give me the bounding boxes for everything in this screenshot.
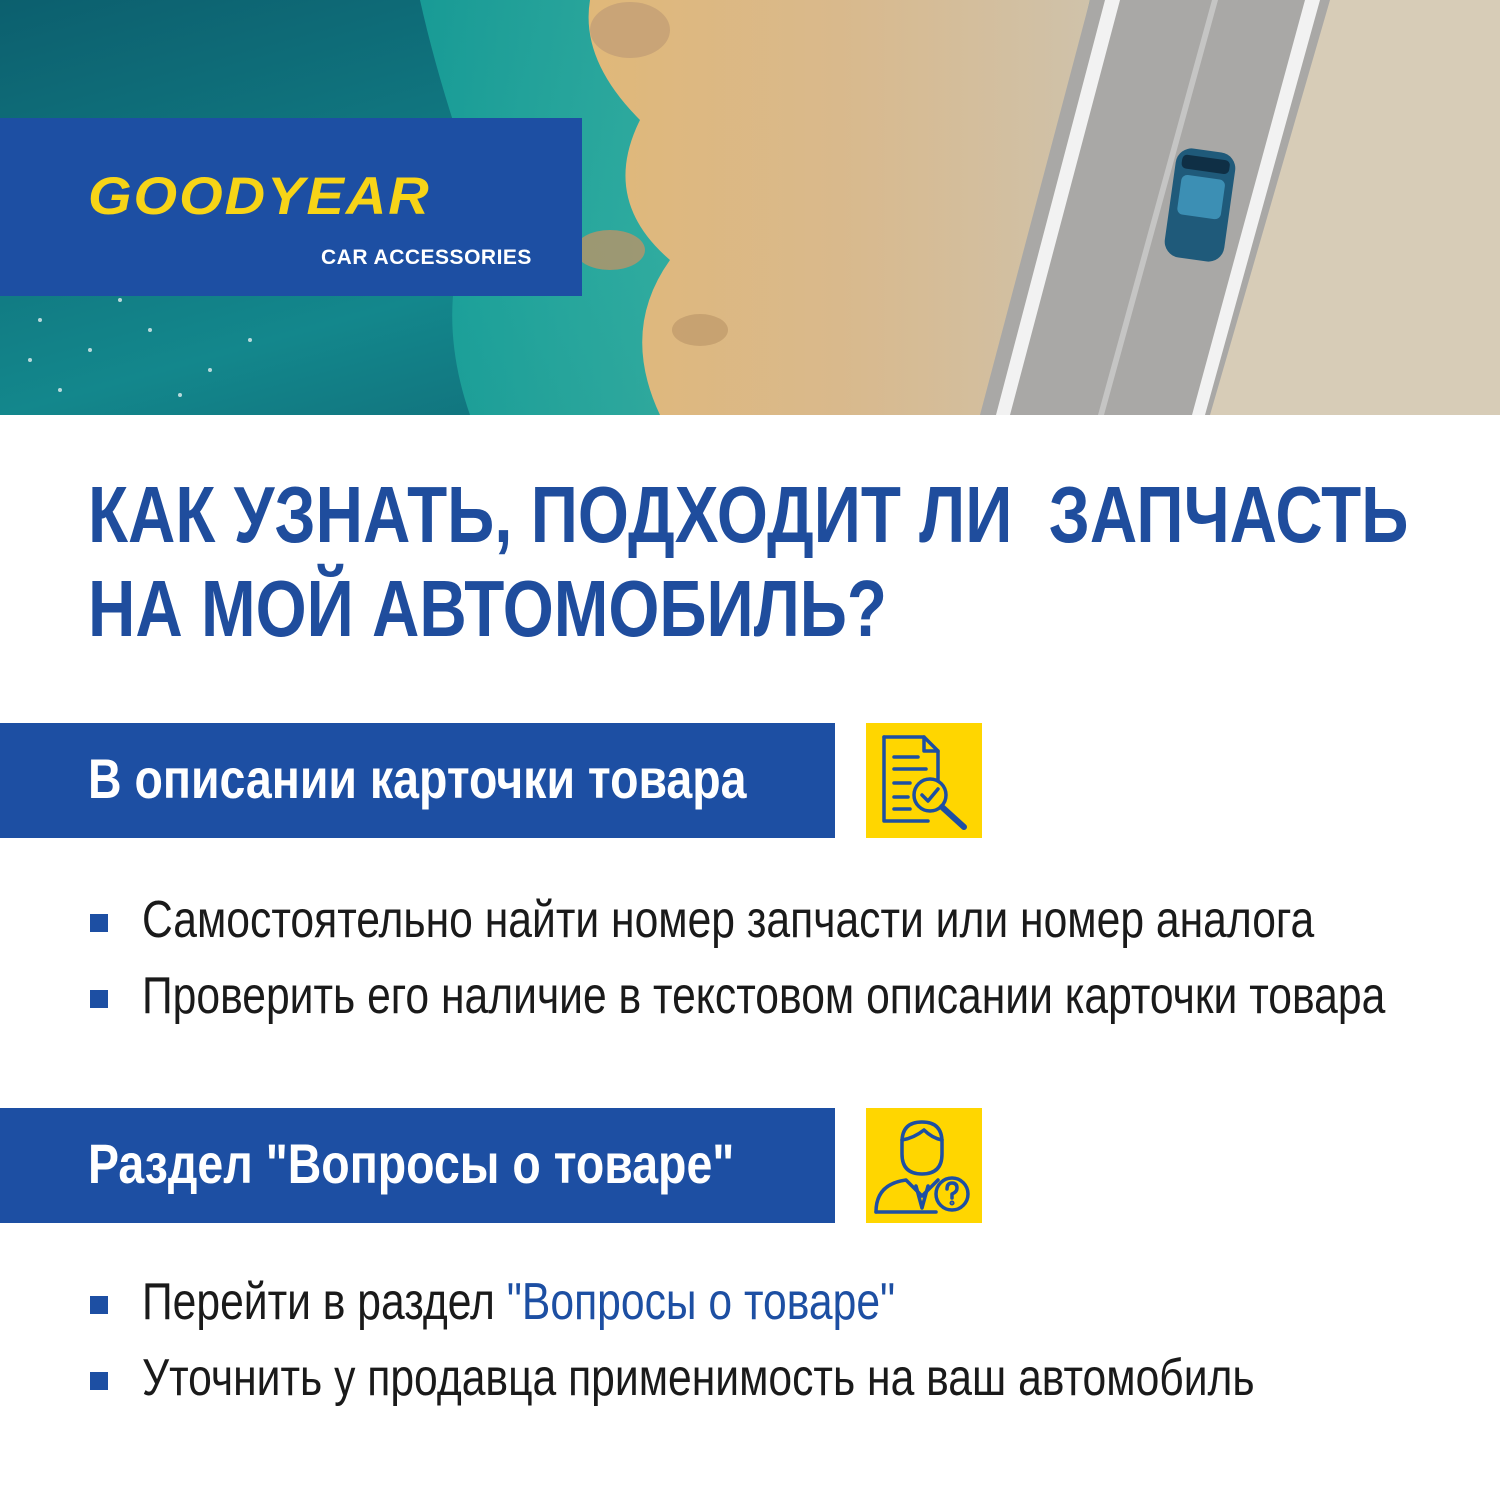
section-2-title: Раздел "Вопросы о товаре" [88,1132,735,1195]
section-1-title: В описании карточки товара [88,747,747,810]
section-1-bar [0,723,835,838]
section-2-bullets [90,1268,1470,1420]
bullet-marker [90,914,108,932]
brand-panel [0,118,582,296]
brand-subtitle: CAR ACCESSORIES [321,246,532,269]
bullet-text-prefix: Перейти в раздел [142,1273,507,1331]
list-item [90,886,1470,962]
hero-aerial-photo [0,0,1500,415]
bullet-marker [90,1296,108,1314]
bullet-marker [90,1372,108,1390]
questions-section-link[interactable]: "Вопросы о товаре" [506,1273,896,1331]
bullet-text: Уточнить у продавца применимость на ваш автомобиль [142,1349,1255,1407]
document-search-icon [866,723,982,838]
list-item [90,1344,1470,1420]
goodyear-logo: GOODYEAR [88,165,431,226]
bullet-text [142,1270,895,1334]
list-item [90,1268,1470,1344]
bullet-text: Самостоятельно найти номер запчасти или номер аналога [142,891,1315,949]
headline-line-1: КАК УЗНАТЬ, ПОДХОДИТ ЛИ ЗАПЧАСТЬ [88,470,1409,559]
headline-line-2: НА МОЙ АВТОМОБИЛЬ? [88,564,887,653]
person-question-icon [866,1108,982,1223]
bullet-marker [90,990,108,1008]
section-1-bullets [90,886,1470,1038]
list-item [90,962,1470,1038]
bullet-text: Проверить его наличие в текстовом описании карточки товара [142,967,1386,1025]
page-headline [88,468,1409,656]
section-2-bar [0,1108,835,1223]
